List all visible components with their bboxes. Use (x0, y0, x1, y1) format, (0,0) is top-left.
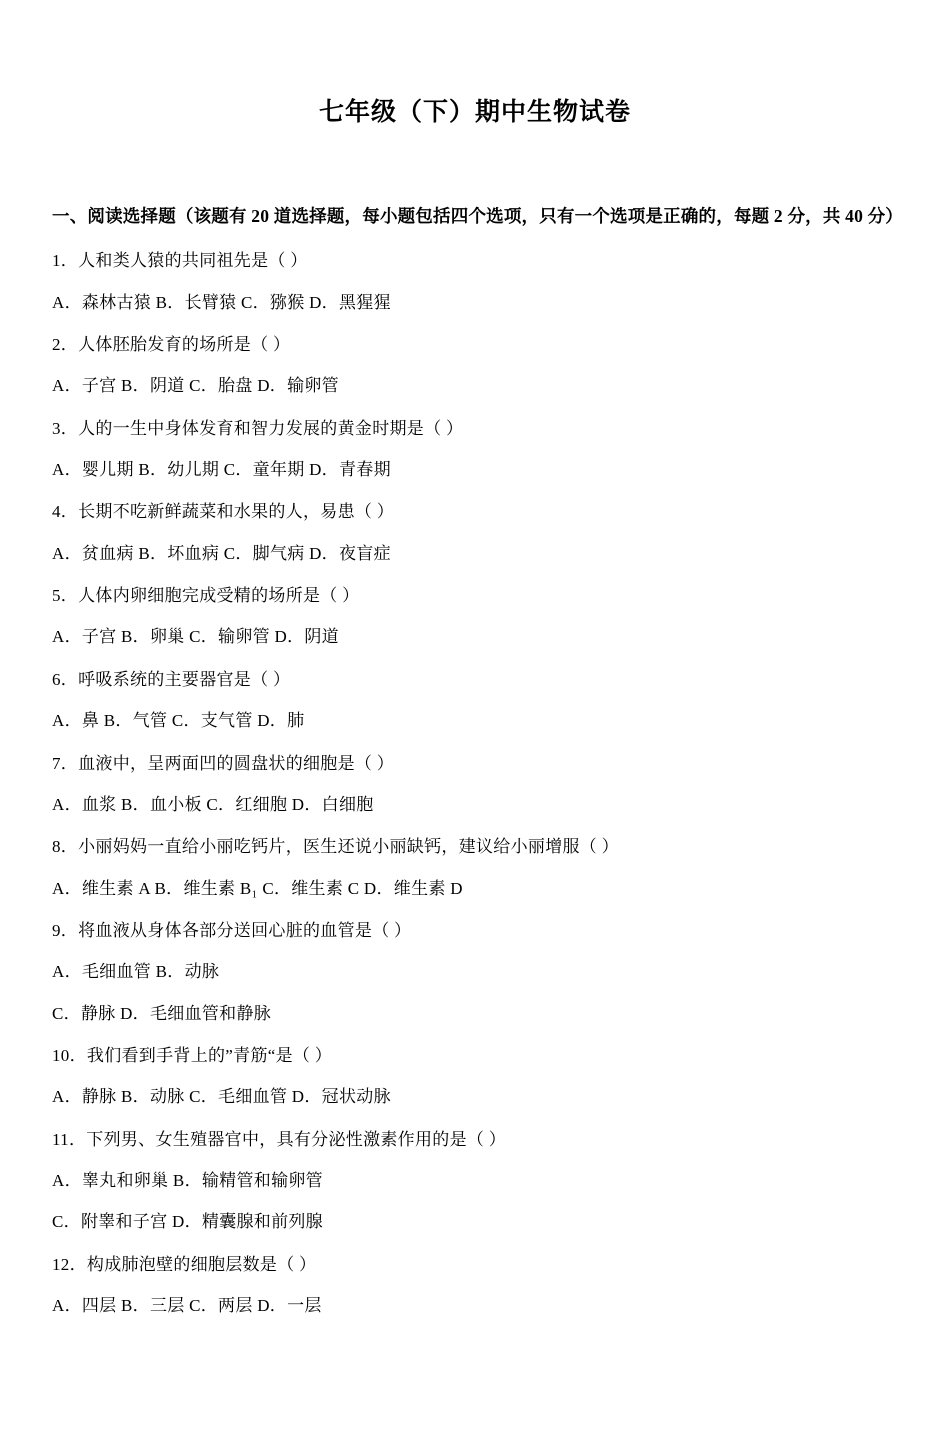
question-stem: 1．人和类人猿的共同祖先是（ ） (52, 251, 308, 271)
question-options: A．睾丸和卵巢 B．输精管和输卵管 (52, 1170, 323, 1190)
question-stem: 6．呼吸系统的主要器官是（ ） (52, 669, 291, 689)
question-options: A．子宫 B．阴道 C．胎盘 D．输卵管 (52, 376, 339, 396)
question-options: A．血浆 B．血小板 C．红细胞 D．白细胞 (52, 794, 374, 814)
question-options: A．四层 B．三层 C．两层 D．一层 (52, 1295, 322, 1315)
page-title: 七年级（下）期中生物试卷 (318, 99, 631, 126)
question-stem: 5．人体内卵细胞完成受精的场所是（ ） (52, 586, 360, 606)
question-options: A．森林古猿 B．长臂猿 C．猕猴 D．黑猩猩 (52, 292, 391, 312)
question-options: A．贫血病 B．坏血病 C．脚气病 D．夜盲症 (52, 543, 391, 563)
question-stem: 8．小丽妈妈一直给小丽吃钙片，医生还说小丽缺钙，建议给小丽增服（ ） (52, 837, 619, 857)
question-options: A．子宫 B．卵巢 C．输卵管 D．阴道 (52, 627, 339, 647)
question-stem: 2．人体胚胎发育的场所是（ ） (52, 335, 291, 355)
question-stem: 9．将血液从身体各部分送回心脏的血管是（ ） (52, 920, 412, 940)
question-stem: 7．血液中，呈两面凹的圆盘状的细胞是（ ） (52, 753, 395, 773)
question-options: A．维生素 A B．维生素 B₁ C．维生素 C D．维生素 D (52, 878, 463, 898)
question-options: C．静脉 D．毛细血管和静脉 (52, 1003, 272, 1023)
question-stem: 12．构成肺泡壁的细胞层数是（ ） (52, 1254, 317, 1274)
document-page (0, 92, 950, 1436)
question-options: A．毛细血管 B．动脉 (52, 962, 220, 982)
question-options: A．鼻 B．气管 C．支气管 D．肺 (52, 711, 305, 731)
question-list (52, 248, 898, 1319)
question-options: C．附睾和子宫 D．精囊腺和前列腺 (52, 1212, 323, 1232)
question-options: A．婴儿期 B．幼儿期 C．童年期 D．青春期 (52, 460, 391, 480)
question-stem: 11．下列男、女生殖器官中，具有分泌性激素作用的是（ ） (52, 1129, 507, 1149)
section-heading: 一、阅读选择题（该题有 20 道选择题，每小题包括四个选项，只有一个选项是正确的，每题 2 分，共 40 分） (52, 206, 903, 226)
question-stem: 10．我们看到手背上的”青筋“是（ ） (52, 1045, 333, 1065)
question-options: A．静脉 B．动脉 C．毛细血管 D．冠状动脉 (52, 1087, 391, 1107)
question-stem: 3．人的一生中身体发育和智力发展的黄金时期是（ ） (52, 418, 464, 438)
question-stem: 4．长期不吃新鲜蔬菜和水果的人，易患（ ） (52, 502, 395, 522)
